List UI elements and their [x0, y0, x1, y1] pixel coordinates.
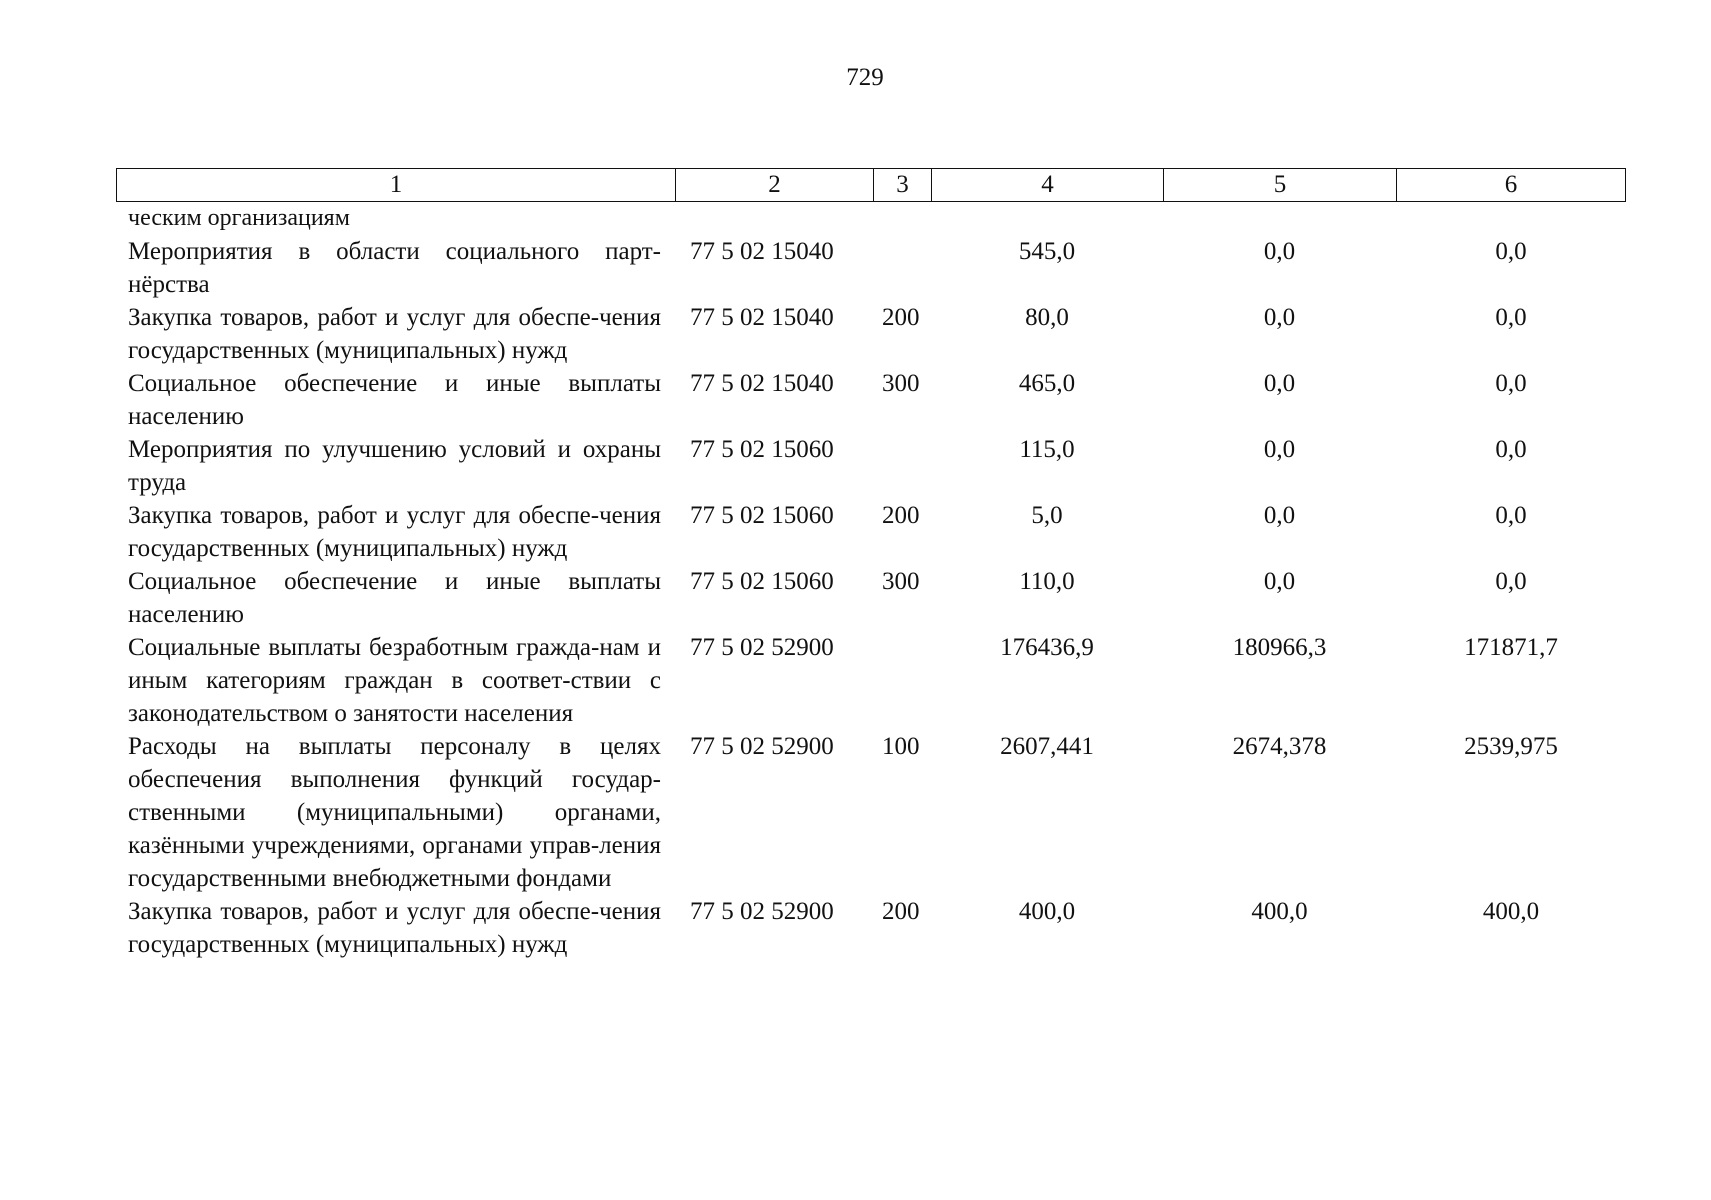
- row-value-1: 176436,9: [1000, 634, 1094, 661]
- row-value-3: 0,0: [1495, 304, 1527, 331]
- row-type: [873, 631, 931, 730]
- row-value-1: 465,0: [1018, 370, 1076, 397]
- row-value-3: 0,0: [1495, 238, 1527, 265]
- table-row: [116, 235, 1626, 301]
- table-row: [116, 433, 1626, 499]
- row-value-1: 115,0: [1019, 436, 1075, 463]
- row-value-2: 0,0: [1263, 370, 1296, 397]
- row-code: 77 5 02 15040: [690, 238, 834, 265]
- row-code: 77 5 02 15040: [690, 370, 834, 397]
- page-number: 729: [846, 64, 884, 91]
- row-name: Закупка товаров, работ и услуг для обеспе-чения государственных (муниципальных) нужд: [128, 898, 661, 958]
- row-value-1: 80,0: [1025, 304, 1069, 331]
- row-code: 77 5 02 52900: [690, 733, 834, 760]
- table-row: [116, 367, 1626, 433]
- row-value-1: 110,0: [1019, 568, 1075, 595]
- row-name: Закупка товаров, работ и услуг для обеспе-чения государственных (муниципальных) нужд: [128, 502, 661, 562]
- row-value-3: 0,0: [1495, 502, 1527, 529]
- row-value-2: 0,0: [1263, 568, 1296, 595]
- row-type: 200: [882, 304, 920, 331]
- row-code: 77 5 02 15060: [690, 568, 834, 595]
- row-value-2: 0,0: [1263, 304, 1296, 331]
- table-row: [116, 499, 1626, 565]
- row-name: Социальное обеспечение и иные выплаты населению: [128, 370, 661, 430]
- row-value-3: 0,0: [1495, 568, 1527, 595]
- header-col-4: 4: [932, 169, 1164, 201]
- header-col-1: 1: [117, 169, 676, 201]
- row-type: 200: [882, 898, 920, 925]
- row-name: Социальное обеспечение и иные выплаты населению: [128, 568, 661, 628]
- row-type: [873, 433, 931, 499]
- row-value-1: 400,0: [1018, 898, 1076, 925]
- row-name: Мероприятия в области социального парт-нёрства: [128, 238, 661, 298]
- header-col-5: 5: [1164, 169, 1397, 201]
- row-type: 300: [882, 370, 920, 397]
- table-row: [116, 565, 1626, 631]
- row-name: Расходы на выплаты персоналу в целях обеспечения выполнения функций государ-ственными (муниципальными) органами, казёнными учреждениями, органами управ-ления государственными внебюджетными фондами: [128, 733, 661, 892]
- row-value-2: 2674,378: [1232, 733, 1327, 760]
- row-name: Мероприятия по улучшению условий и охраны труда: [128, 436, 661, 496]
- row-code: 77 5 02 52900: [690, 634, 834, 661]
- row-value-1: 2607,441: [1000, 733, 1094, 760]
- row-name: Социальные выплаты безработным гражда-нам и иным категориям граждан в соответ-ствии с законодательством о занятости населения: [128, 634, 661, 727]
- row-code: 77 5 02 15040: [690, 304, 834, 331]
- row-name: Закупка товаров, работ и услуг для обеспе-чения государственных (муниципальных) нужд: [128, 304, 661, 364]
- row-value-2: 0,0: [1263, 238, 1296, 265]
- row-code: 77 5 02 15060: [690, 436, 834, 463]
- row-type: 100: [882, 733, 920, 760]
- row-type: 200: [882, 502, 920, 529]
- row-code: 77 5 02 52900: [690, 898, 834, 925]
- row-value-3: 171871,7: [1464, 634, 1558, 661]
- row-value-1: 545,0: [1018, 238, 1076, 265]
- row-value-2: 400,0: [1251, 898, 1308, 925]
- row-type: 300: [882, 568, 920, 595]
- row-type: [873, 235, 931, 301]
- row-value-3: 2539,975: [1464, 733, 1558, 760]
- row-value-1: 5,0: [1031, 502, 1063, 529]
- table-row: [116, 730, 1626, 895]
- table-row: [116, 301, 1626, 367]
- row-value-3: 0,0: [1495, 370, 1527, 397]
- header-col-6: 6: [1504, 171, 1518, 198]
- continuation-text: ческим организациям: [128, 205, 350, 231]
- row-value-2: 180966,3: [1232, 634, 1327, 661]
- row-value-3: 400,0: [1482, 898, 1540, 925]
- table-row: [116, 631, 1626, 730]
- header-col-3: 3: [874, 169, 932, 201]
- table-header: [116, 168, 1626, 202]
- table-row: [116, 895, 1626, 961]
- header-col-2: 2: [676, 169, 874, 201]
- table-body: [116, 235, 1626, 961]
- row-value-2: 0,0: [1263, 502, 1296, 529]
- row-value-3: 0,0: [1495, 436, 1527, 463]
- row-code: 77 5 02 15060: [690, 502, 834, 529]
- row-value-2: 0,0: [1263, 436, 1296, 463]
